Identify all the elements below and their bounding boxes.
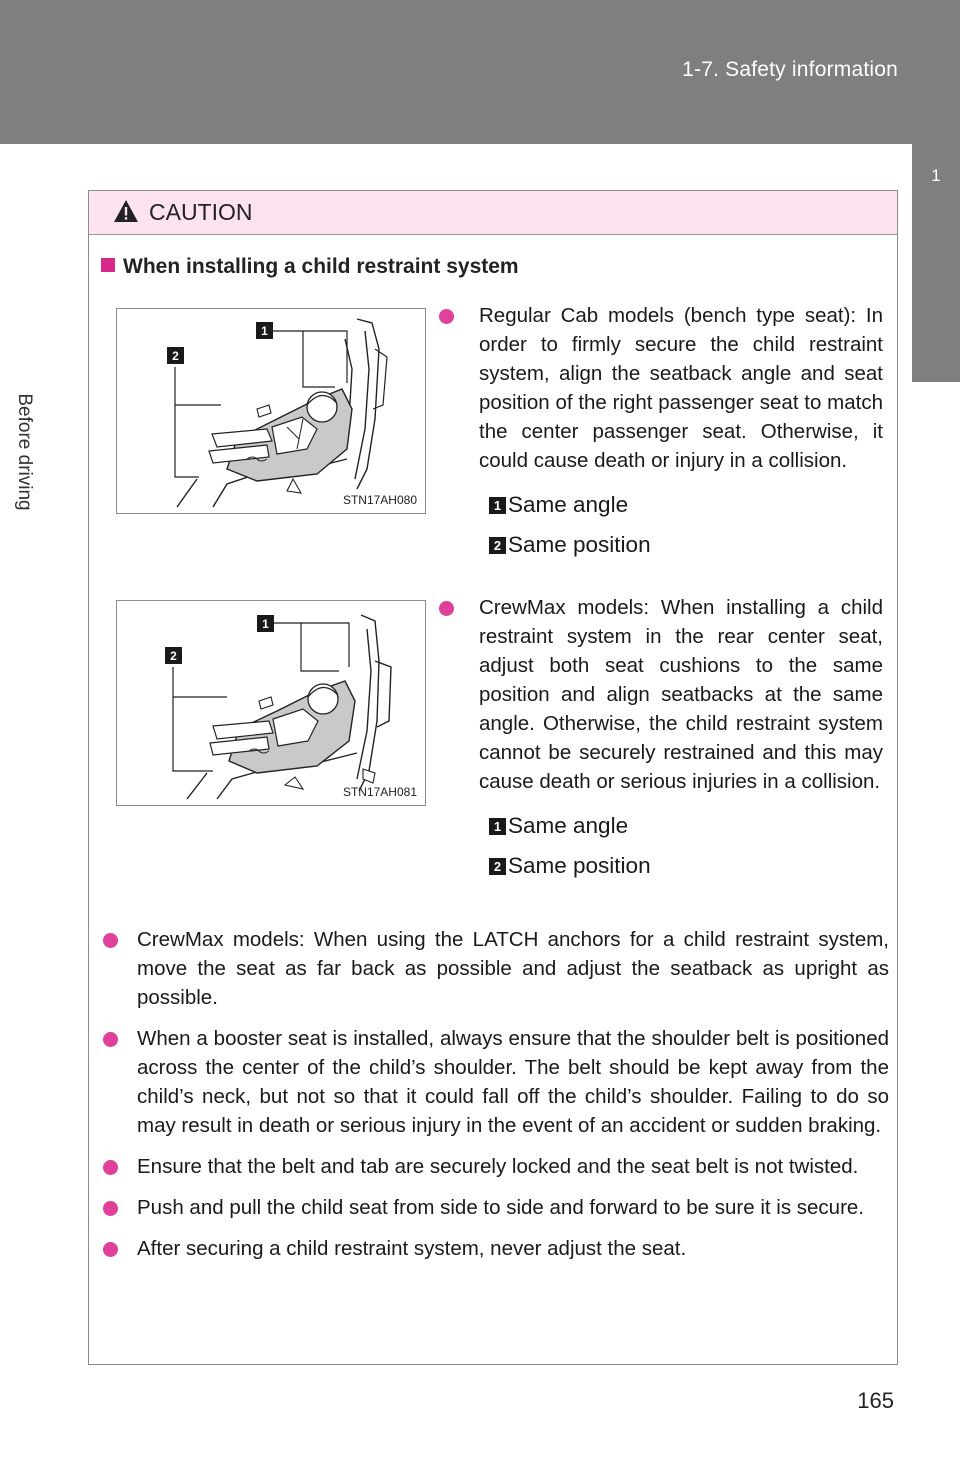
figure-code: STN17AH081 — [342, 785, 417, 799]
callout-1-number: 1 — [262, 617, 269, 631]
bullet-dot-icon — [439, 601, 454, 616]
bullet-dot-icon — [439, 309, 454, 324]
right-column-item-1 — [439, 301, 883, 565]
bullet-item — [103, 1234, 889, 1263]
bullet-item — [103, 1193, 889, 1222]
bullet-item — [103, 1152, 889, 1181]
bullet-item — [439, 301, 883, 475]
bullet-text: CrewMax models: When installing a child restraint system in the rear center seat, adjust both seat cushions to the same position and align seatbacks at the same angle. Otherwise, the child restraint system cannot be securely restrained and this may cause death or serious injuries in a collision. — [479, 596, 883, 793]
callout-legend-item — [439, 846, 883, 886]
callout-number-badge: 1 — [489, 497, 506, 514]
callout-legend-item — [439, 806, 883, 846]
callout-legend-item — [439, 525, 883, 565]
callout-1-number: 1 — [261, 324, 268, 338]
bullet-dot-icon — [103, 933, 118, 948]
section-title: 1-7. Safety information — [682, 58, 898, 81]
bullet-text: Push and pull the child seat from side to side and forward to be sure it is secure. — [137, 1196, 864, 1219]
bullet-text: After securing a child restraint system, never adjust the seat. — [137, 1237, 687, 1260]
warning-triangle-icon — [113, 199, 139, 223]
callout-number-badge: 1 — [489, 818, 506, 835]
bullet-item — [103, 1024, 889, 1140]
chapter-tab-number: 1 — [931, 166, 941, 185]
bullet-dot-icon — [103, 1032, 118, 1047]
full-width-bullets — [103, 925, 889, 1275]
chapter-tab — [912, 144, 960, 382]
figure-crewmax — [116, 600, 426, 806]
bullet-text: Regular Cab models (bench type seat): In order to firmly secure the child restraint system, align the seatback angle and seat position of the right passenger seat to match the center passenger seat. Otherwise, it could cause death or injury in a collision. — [479, 304, 883, 472]
bullet-dot-icon — [103, 1201, 118, 1216]
caution-box — [88, 190, 898, 1365]
callout-label: Same position — [508, 532, 651, 557]
page-number: 165 — [857, 1388, 894, 1413]
callout-2-number: 2 — [172, 349, 179, 363]
bullet-text: Ensure that the belt and tab are securely locked and the seat belt is not twisted. — [137, 1155, 859, 1178]
callout-label: Same angle — [508, 492, 629, 517]
figure-regular-cab — [116, 308, 426, 514]
caution-title: CAUTION — [149, 199, 253, 225]
bullet-item — [103, 925, 889, 1012]
right-column-item-2 — [439, 593, 883, 886]
callout-legend-item — [439, 485, 883, 525]
callout-2-number: 2 — [170, 649, 177, 663]
caution-subheading-text: When installing a child restraint system — [123, 255, 519, 278]
square-bullet-icon — [101, 258, 115, 272]
child-seat-illustration — [117, 601, 425, 805]
caution-header — [89, 191, 897, 235]
bullet-dot-icon — [103, 1160, 118, 1175]
callout-label: Same position — [508, 853, 651, 878]
callout-label: Same angle — [508, 813, 629, 838]
chapter-tab-label: Before driving — [14, 393, 35, 511]
bullet-item — [439, 593, 883, 796]
bullet-text: When a booster seat is installed, always ensure that the shoulder belt is positioned across the center of the child’s shoulder. The belt should be kept away from the child’s neck, but not so that it could fall off the child’s shoulder. Failing to do so may result in death or serious injury in the event of an accident or sudden braking. — [137, 1027, 889, 1137]
child-seat-illustration — [117, 309, 425, 513]
callout-number-badge: 2 — [489, 858, 506, 875]
page-header-bar — [0, 0, 960, 144]
bullet-text: CrewMax models: When using the LATCH anchors for a child restraint system, move the seat as far back as possible and adjust the seatback as upright as possible. — [137, 928, 889, 1009]
figure-code: STN17AH080 — [342, 493, 417, 507]
caution-subheading — [101, 255, 519, 279]
callout-number-badge: 2 — [489, 537, 506, 554]
bullet-dot-icon — [103, 1242, 118, 1257]
